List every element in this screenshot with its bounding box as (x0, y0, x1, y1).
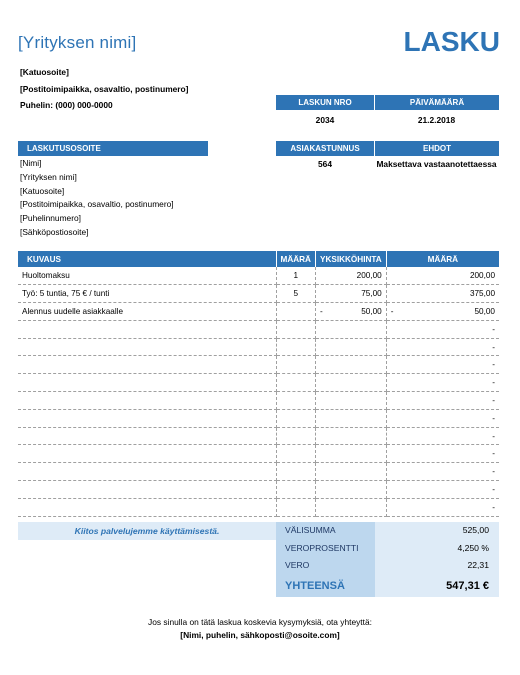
billing-email: [Sähköpostiosoite] (20, 227, 89, 237)
item-quantity: 5 (276, 285, 315, 303)
item-amount-cell (386, 320, 499, 338)
table-row (18, 445, 499, 463)
payment-terms: Maksettava vastaanotettaessa (376, 159, 497, 169)
table-row (18, 374, 499, 392)
sender-street: [Katuosoite] (20, 67, 69, 77)
item-quantity (276, 409, 315, 427)
item-amount-cell (386, 285, 499, 303)
item-quantity: 1 (276, 267, 315, 285)
footer-contact: [Nimi, puhelin, sähkoposti@osoite.com] (180, 630, 340, 640)
date-header: PÄIVÄMÄÄRÄ (374, 95, 499, 110)
item-description (18, 427, 276, 445)
item-description (18, 338, 276, 356)
item-unit-price-cell (315, 392, 386, 410)
item-amount: - (492, 502, 495, 512)
item-unit-price: 75,00 (361, 289, 382, 299)
item-amount-cell (386, 463, 499, 481)
col-description: KUVAUS (18, 251, 276, 267)
billing-company: [Yrityksen nimi] (20, 172, 77, 182)
item-description (18, 320, 276, 338)
item-quantity (276, 338, 315, 356)
item-unit-price-cell (315, 445, 386, 463)
item-quantity (276, 303, 315, 321)
item-unit-price-sign: - (319, 306, 323, 316)
item-amount-cell (386, 445, 499, 463)
item-amount-cell (386, 374, 499, 392)
item-unit-price-cell (315, 463, 386, 481)
item-description (18, 463, 276, 481)
billing-phone: [Puhelinnumero] (20, 213, 81, 223)
item-amount-cell (386, 481, 499, 499)
invoice-date: 21.2.2018 (417, 115, 456, 125)
item-amount: 375,00 (469, 289, 495, 299)
total-label: YHTEENSÄ (276, 575, 375, 597)
item-quantity (276, 320, 315, 338)
invoice-number: 2034 (315, 115, 335, 125)
item-amount: 200,00 (469, 271, 495, 281)
billing-name: [Nimi] (20, 158, 42, 168)
item-amount: - (492, 467, 495, 477)
table-row (18, 498, 499, 516)
item-amount-sign: - (390, 306, 394, 316)
billing-street: [Katuosoite] (20, 186, 65, 196)
table-row (18, 320, 499, 338)
item-unit-price-cell (315, 320, 386, 338)
tax-row (276, 557, 499, 575)
item-amount: - (492, 378, 495, 388)
customer-id-header: ASIAKASTUNNUS (276, 141, 374, 156)
item-unit-price-cell (315, 285, 386, 303)
item-quantity (276, 374, 315, 392)
item-description (18, 445, 276, 463)
item-amount-cell (386, 498, 499, 516)
item-unit-price-cell (315, 481, 386, 499)
sender-postal: [Postitoimipaikka, osavaltio, postinumero] (20, 84, 189, 94)
terms-header: EHDOT (374, 141, 499, 156)
item-amount: - (492, 449, 495, 459)
item-quantity (276, 427, 315, 445)
col-amount: MÄÄRÄ (386, 251, 499, 267)
table-row (18, 303, 499, 321)
totals-block (276, 522, 499, 597)
table-row (18, 356, 499, 374)
item-unit-price-cell (315, 498, 386, 516)
table-row (18, 338, 499, 356)
item-amount-cell (386, 356, 499, 374)
col-quantity: MÄÄRÄ (276, 251, 315, 267)
billing-address-header: LASKUTUSOSOITE (18, 141, 208, 156)
thank-you-note: Kiitos palvelujemme käyttämisestä. (18, 522, 276, 540)
item-unit-price-cell (315, 303, 386, 321)
tax-rate-row (276, 540, 499, 558)
item-description: Huoltomaksu (18, 267, 276, 285)
table-row (18, 267, 499, 285)
item-description (18, 498, 276, 516)
tax-label: VERO (276, 557, 375, 575)
item-quantity (276, 392, 315, 410)
item-unit-price-cell (315, 267, 386, 285)
invoice-title: LASKU (403, 26, 500, 57)
item-amount-cell (386, 392, 499, 410)
col-unit-price: YKSIKKÖHINTA (315, 251, 386, 267)
subtotal-label: VÄLISUMMA (276, 522, 375, 540)
item-amount: - (492, 431, 495, 441)
item-unit-price-cell (315, 374, 386, 392)
table-row (18, 427, 499, 445)
table-row (18, 481, 499, 499)
footer-question: Jos sinulla on tätä laskua koskevia kysymyksiä, ota yhteyttä: (148, 617, 372, 627)
invoice-number-header: LASKUN NRO (276, 95, 374, 110)
item-quantity (276, 463, 315, 481)
item-unit-price: 50,00 (361, 306, 382, 316)
items-body (18, 267, 499, 516)
item-amount-cell (386, 267, 499, 285)
item-unit-price-cell (315, 409, 386, 427)
item-description (18, 356, 276, 374)
item-description: Työ: 5 tuntia, 75 € / tunti (18, 285, 276, 303)
item-description (18, 392, 276, 410)
item-quantity (276, 356, 315, 374)
table-row (18, 463, 499, 481)
item-description (18, 409, 276, 427)
item-description: Alennus uudelle asiakkaalle (18, 303, 276, 321)
item-unit-price-cell (315, 338, 386, 356)
tax-rate-label: VEROPROSENTTI (276, 540, 375, 558)
items-table (18, 251, 499, 517)
item-amount-cell (386, 338, 499, 356)
total-row (276, 575, 499, 597)
subtotal-row (276, 522, 499, 540)
subtotal-value: 525,00 (375, 522, 499, 540)
item-amount-cell (386, 409, 499, 427)
item-quantity (276, 481, 315, 499)
sender-phone: Puhelin: (000) 000-0000 (20, 100, 113, 110)
item-amount: - (492, 413, 495, 423)
item-description (18, 481, 276, 499)
item-amount: - (492, 395, 495, 405)
company-name: [Yrityksen nimi] (18, 33, 137, 52)
items-header-row (18, 251, 499, 267)
item-quantity (276, 498, 315, 516)
item-amount: - (492, 324, 495, 334)
item-quantity (276, 445, 315, 463)
table-row (18, 392, 499, 410)
item-description (18, 374, 276, 392)
billing-postal: [Postitoimipaikka, osavaltio, postinumero] (20, 199, 174, 209)
tax-value: 22,31 (375, 557, 499, 575)
total-value: 547,31 € (375, 575, 499, 597)
item-amount: - (492, 360, 495, 370)
item-amount-cell (386, 303, 499, 321)
table-row (18, 285, 499, 303)
item-amount: - (492, 484, 495, 494)
item-unit-price-cell (315, 427, 386, 445)
customer-id: 564 (318, 159, 332, 169)
item-amount: - (492, 342, 495, 352)
tax-rate-value: 4,250 % (375, 540, 499, 558)
item-unit-price-cell (315, 356, 386, 374)
item-amount: 50,00 (474, 306, 495, 316)
item-unit-price: 200,00 (356, 271, 382, 281)
table-row (18, 409, 499, 427)
item-amount-cell (386, 427, 499, 445)
